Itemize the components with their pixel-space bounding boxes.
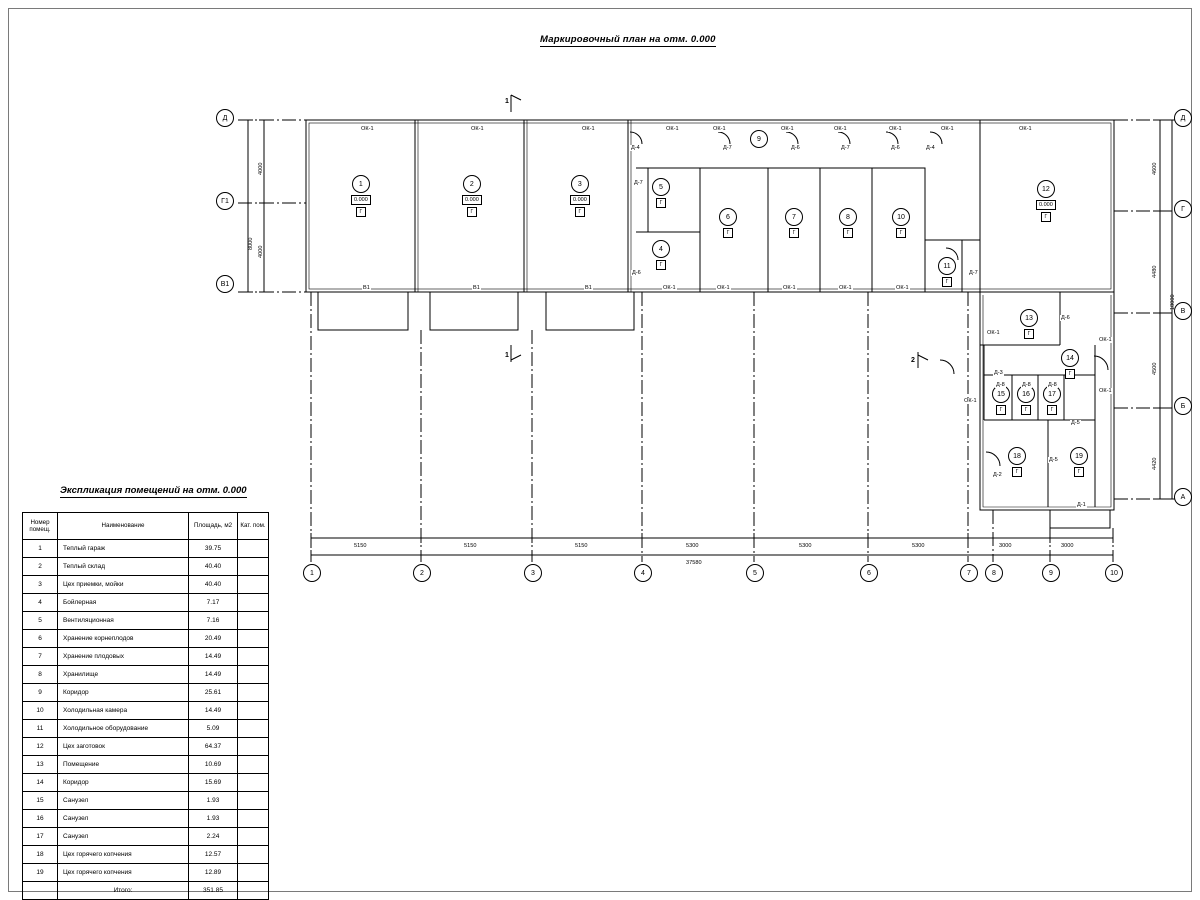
room-number: 16: [1017, 385, 1035, 403]
dimension-label: 5150: [354, 543, 367, 549]
door-tag: Д-2: [993, 472, 1002, 478]
col-header-area: Площадь, м2: [189, 513, 238, 540]
window-tag: ОК-1: [666, 126, 679, 132]
cell-number: 9: [23, 684, 58, 702]
cell-area: 7.17: [189, 594, 238, 612]
axis-label: Г1: [216, 192, 234, 210]
room-marker[interactable]: [719, 208, 737, 238]
cell-name: Помещение: [58, 756, 189, 774]
gate-tag: В1: [363, 285, 370, 291]
window-tag: ОК-1: [663, 285, 676, 291]
room-marker[interactable]: [1008, 447, 1026, 477]
axis-label: 5: [746, 564, 764, 582]
cell-name: Цех приемки, мойки: [58, 576, 189, 594]
cell-number: 8: [23, 666, 58, 684]
dimension-label: 5300: [912, 543, 925, 549]
window-tag: ОК-1: [941, 126, 954, 132]
cell-area: 14.49: [189, 666, 238, 684]
axis-label: 2: [413, 564, 431, 582]
room-number: 13: [1020, 309, 1038, 327]
room-marker[interactable]: [351, 175, 371, 217]
window-tag: ОК-1: [889, 126, 902, 132]
door-tag: Д-4: [926, 145, 935, 151]
window-tag: ОК-1: [717, 285, 730, 291]
axis-label: 8: [985, 564, 1003, 582]
room-number: 18: [1008, 447, 1026, 465]
door-tag: Д-8: [1048, 382, 1057, 388]
room-number: 5: [652, 178, 670, 196]
room-floor-mark: Г: [723, 228, 733, 238]
cell-area: 25.61: [189, 684, 238, 702]
room-floor-mark: Г: [996, 405, 1006, 415]
room-marker[interactable]: [652, 178, 670, 208]
room-floor-mark: Г: [942, 277, 952, 287]
room-number: 9: [750, 130, 768, 148]
cell-name: Вентиляционная: [58, 612, 189, 630]
room-marker[interactable]: [1017, 385, 1035, 415]
room-floor-mark: Г: [1041, 212, 1051, 222]
cell-name: Санузел: [58, 792, 189, 810]
cell-area: 12.57: [189, 846, 238, 864]
total-label: Итого:: [58, 882, 189, 900]
cell-area: 20.49: [189, 630, 238, 648]
cell-area: 12.89: [189, 864, 238, 882]
room-marker[interactable]: [570, 175, 590, 217]
cell-area: 5.09: [189, 720, 238, 738]
section-mark-label: 2: [911, 357, 915, 364]
room-number: 1: [352, 175, 370, 193]
room-floor-mark: Г: [1021, 405, 1031, 415]
room-floor-mark: Г: [656, 260, 666, 270]
room-number: 14: [1061, 349, 1079, 367]
room-number: 11: [938, 257, 956, 275]
door-tag: Д-8: [996, 382, 1005, 388]
window-tag: ОК-1: [987, 330, 1000, 336]
col-header-name: Наименование: [58, 513, 189, 540]
room-floor-mark: Г: [896, 228, 906, 238]
cell-name: Теплый склад: [58, 558, 189, 576]
axis-label: 9: [1042, 564, 1060, 582]
room-number: 12: [1037, 180, 1055, 198]
room-marker[interactable]: [462, 175, 482, 217]
dimension-label-vertical: 18000: [1170, 294, 1176, 310]
dimension-total-label: 37580: [686, 560, 702, 566]
room-marker[interactable]: [1070, 447, 1088, 477]
room-marker[interactable]: [892, 208, 910, 238]
cell-area: 7.16: [189, 612, 238, 630]
window-tag: ОК-1: [471, 126, 484, 132]
room-marker[interactable]: [1036, 180, 1056, 222]
door-tag: Д-6: [891, 145, 900, 151]
cell-area: 14.49: [189, 702, 238, 720]
room-marker[interactable]: [652, 240, 670, 270]
dimension-label: 5150: [575, 543, 588, 549]
room-marker[interactable]: [839, 208, 857, 238]
cell-area: 39.75: [189, 540, 238, 558]
cell-number: 13: [23, 756, 58, 774]
dimension-label-vertical: 8000: [248, 237, 254, 250]
cell-name: Санузел: [58, 810, 189, 828]
cell-number: 18: [23, 846, 58, 864]
window-tag: ОК-1: [1099, 388, 1112, 394]
col-header-cat: Кат. пом.: [238, 513, 269, 540]
cell-area: 40.40: [189, 558, 238, 576]
cell-number: 2: [23, 558, 58, 576]
window-tag: ОК-1: [713, 126, 726, 132]
dimension-label: 5150: [464, 543, 477, 549]
axis-label: Г: [1174, 200, 1192, 218]
dimension-label: 5300: [686, 543, 699, 549]
room-floor-mark: Г: [789, 228, 799, 238]
room-floor-mark: Г: [1047, 405, 1057, 415]
cell-area: 1.93: [189, 810, 238, 828]
room-level: 0.000: [1036, 200, 1056, 210]
window-tag: ОК-1: [834, 126, 847, 132]
axis-label: 10: [1105, 564, 1123, 582]
cell-name: Хранилище: [58, 666, 189, 684]
axis-label: В: [1174, 302, 1192, 320]
room-number: 7: [785, 208, 803, 226]
door-tag: Д-6: [791, 145, 800, 151]
door-tag: Д-7: [723, 145, 732, 151]
cell-area: 2.24: [189, 828, 238, 846]
main-title-text: Маркировочный план на отм. 0.000: [540, 34, 716, 45]
dimension-label-vertical: 4000: [258, 245, 264, 258]
window-tag: ОК-1: [783, 285, 796, 291]
room-marker[interactable]: [1043, 385, 1061, 415]
cell-area: 1.93: [189, 792, 238, 810]
cell-name: Теплый гараж: [58, 540, 189, 558]
section-mark-label: 1: [505, 98, 509, 105]
room-floor-mark: Г: [1074, 467, 1084, 477]
room-number: 15: [992, 385, 1010, 403]
axis-label: 3: [524, 564, 542, 582]
room-level: 0.000: [462, 195, 482, 205]
gate-tag: В1: [585, 285, 592, 291]
axis-label: Д: [216, 109, 234, 127]
explication-title-text: Экспликация помещений на отм. 0.000: [60, 485, 247, 496]
cell-number: 4: [23, 594, 58, 612]
room-floor-mark: Г: [575, 207, 585, 217]
axis-label: 7: [960, 564, 978, 582]
axis-label: 4: [634, 564, 652, 582]
cell-number: 7: [23, 648, 58, 666]
room-marker[interactable]: [1020, 309, 1038, 339]
room-floor-mark: Г: [656, 198, 666, 208]
section-mark-label: 1: [505, 352, 509, 359]
cell-number: 5: [23, 612, 58, 630]
cell-name: Коридор: [58, 684, 189, 702]
room-number: 4: [652, 240, 670, 258]
room-floor-mark: Г: [467, 207, 477, 217]
cell-name: Цех горячего копчения: [58, 864, 189, 882]
dimension-label-vertical: 4000: [258, 162, 264, 175]
window-tag: ОК-1: [1099, 337, 1112, 343]
cell-number: 16: [23, 810, 58, 828]
cell-area: 40.40: [189, 576, 238, 594]
room-marker[interactable]: [750, 130, 768, 148]
door-tag: Д-7: [634, 180, 643, 186]
dimension-label-vertical: 4420: [1152, 457, 1158, 470]
cell-number: 14: [23, 774, 58, 792]
axis-label: 6: [860, 564, 878, 582]
room-level: 0.000: [570, 195, 590, 205]
room-number: 2: [463, 175, 481, 193]
cell-name: Коридор: [58, 774, 189, 792]
door-tag: Д-4: [631, 145, 640, 151]
cell-number: 12: [23, 738, 58, 756]
room-floor-mark: Г: [1065, 369, 1075, 379]
axis-label: 1: [303, 564, 321, 582]
cell-name: Цех заготовок: [58, 738, 189, 756]
door-tag: Д-5: [1071, 420, 1080, 426]
cell-number: 17: [23, 828, 58, 846]
dimension-label-vertical: 4500: [1152, 362, 1158, 375]
col-header-number: Номер помещ.: [23, 513, 58, 540]
door-tag: Д-1: [1077, 502, 1086, 508]
door-tag: Д-6: [1061, 315, 1070, 321]
door-tag: Д-7: [969, 270, 978, 276]
room-level: 0.000: [351, 195, 371, 205]
cell-number: 1: [23, 540, 58, 558]
dimension-label: 5300: [799, 543, 812, 549]
cell-name: Холодильная камера: [58, 702, 189, 720]
cell-area: 10.69: [189, 756, 238, 774]
room-number: 3: [571, 175, 589, 193]
axis-label: Д: [1174, 109, 1192, 127]
room-marker[interactable]: [1061, 349, 1079, 379]
room-number: 6: [719, 208, 737, 226]
dimension-label-vertical: 4600: [1152, 162, 1158, 175]
door-tag: Д-3: [994, 370, 1003, 376]
cell-area: 64.37: [189, 738, 238, 756]
window-tag: ОК-1: [896, 285, 909, 291]
cell-area: 14.49: [189, 648, 238, 666]
cell-name: Хранение плодовых: [58, 648, 189, 666]
window-tag: ОК-1: [839, 285, 852, 291]
cell-number: 19: [23, 864, 58, 882]
room-floor-mark: Г: [1012, 467, 1022, 477]
room-floor-mark: Г: [356, 207, 366, 217]
cell-name: Холодильное оборудование: [58, 720, 189, 738]
cell-number: 11: [23, 720, 58, 738]
window-tag: ОК-1: [964, 398, 977, 404]
door-tag: Д-8: [1022, 382, 1031, 388]
cell-name: Бойлерная: [58, 594, 189, 612]
room-number: 17: [1043, 385, 1061, 403]
cell-name: Хранение корнеплодов: [58, 630, 189, 648]
window-tag: ОК-1: [781, 126, 794, 132]
window-tag: ОК-1: [582, 126, 595, 132]
dimension-label-vertical: 4480: [1152, 265, 1158, 278]
cell-number: 10: [23, 702, 58, 720]
door-tag: Д-5: [1049, 457, 1058, 463]
axis-label: В1: [216, 275, 234, 293]
window-tag: ОК-1: [1019, 126, 1032, 132]
dimension-label: 3000: [1061, 543, 1074, 549]
cell-area: 15.69: [189, 774, 238, 792]
cell-number: 6: [23, 630, 58, 648]
axis-label: А: [1174, 488, 1192, 506]
total-value: 351.85: [189, 882, 238, 900]
room-marker[interactable]: [992, 385, 1010, 415]
cell-number: 15: [23, 792, 58, 810]
window-tag: ОК-1: [361, 126, 374, 132]
room-marker[interactable]: [938, 257, 956, 287]
cell-name: Санузел: [58, 828, 189, 846]
door-tag: Д-7: [841, 145, 850, 151]
gate-tag: В1: [473, 285, 480, 291]
room-number: 8: [839, 208, 857, 226]
room-number: 19: [1070, 447, 1088, 465]
cell-name: Цех горячего копчения: [58, 846, 189, 864]
room-number: 10: [892, 208, 910, 226]
room-floor-mark: Г: [1024, 329, 1034, 339]
room-floor-mark: Г: [843, 228, 853, 238]
cell-number: 3: [23, 576, 58, 594]
room-marker[interactable]: [785, 208, 803, 238]
door-tag: Д-6: [632, 270, 641, 276]
axis-label: Б: [1174, 397, 1192, 415]
dimension-label: 3000: [999, 543, 1012, 549]
